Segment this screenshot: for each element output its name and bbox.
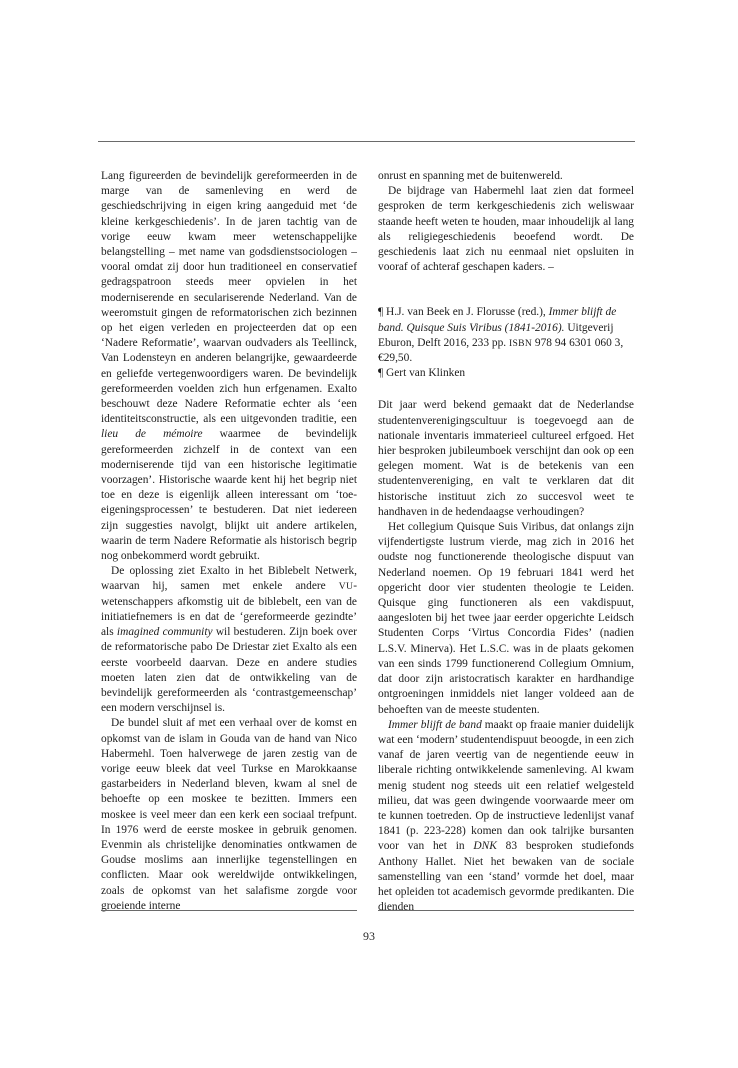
section-spacer (378, 275, 634, 305)
right-paragraph-2: De bijdrage van Habermehl laat zien dat formeel gesproken de term kerkgeschiedenis zich weliswaar staande heeft weten te houden, maar inhoudelijk al lang als religiegeschiedenis beoefend wordt. De geschiedenis laat zich nu eenmaal niet opsluiten in vooraf of achteraf geschapen kaders. – (378, 185, 634, 274)
right-bottom-rule (378, 910, 634, 911)
left-bottom-rule (101, 910, 357, 911)
right-paragraph-4: Het collegium Quisque Suis Viribus, dat onlangs zijn vijfendertigste lustrum vierde, mag zich in 2016 het oudste nog functionerende theologische dispuut van Nederland noemen. Op 19 februari 1841 werd het opgericht door vier studenten theologie te Leiden. Quisque ging functioneren als een vakdispuut, aangesloten bij het twee jaar eerder opgerichte Leidsch Studenten Corps ‘Virtus Concordia Fides’ (nadien L.S.V. Minerva). Het L.S.C. was in de plaats gekomen van een sinds 1799 functionerend Collegium Omnium, dat door zijn aristocratisch karakter en hardhandige ontgroeningen inmiddels niet langer voldeed aan de behoeften van de meeste studenten. (378, 521, 634, 716)
book-reference: ¶ H.J. van Beek en J. Florusse (red.), Immer blijft de band. Quisque Suis Viribus (1841-2016). Uitgeverij Eburon, Delft 2016, 233 pp. ISBN 978 94 6301 060 3, €29,50. (378, 306, 624, 365)
left-paragraph-1: Lang figureerden de bevindelijk gereformeerden in de marge van de samenleving en werd de geschiedschrijving in eigen kring aangeduid met ‘de kleine kerkgeschiedenis’. In de jaren tachtig van de vorige eeuw kwam meer wetenschappelijke belangstelling – met name van godsdienstsociologen – vooral omdat zij door hun traditioneel en conservatief gedragspatroon steeds meer opvielen in het moderniserende en seculariserende Nederland. Van de weeromstuit gingen de reformatorischen zich bezinnen op het eigen verleden en projecteerden dat op een ‘Nadere Reformatie’, waarvan oudvaders als Teellinck, Van Lodensteyn en anderen belangrijke, gewaardeerde en geliefde vertegenwoordigers waren. De bevindelijk gereformeerden voelden zich hun erfgenamen. Exalto beschouwt deze Nadere Reformatie echter als ‘een identiteitsconstructie, als een uitgevonden traditie, een lieu de mémoire waarmee de bevindelijk gereformeerden zichzelf in de context van een moderniserende tijd van een historische legitimatie voorzagen’. Historische waarde kent hij het begrip niet toe en deze is eigenlijk alleen interessant om ‘toe-eigeningsprocessen’ te bestuderen. Dat niet iedereen zijn suggesties navolgt, blijkt uit andere artikelen, waarin de term Nadere Reformatie als historisch begrip nog onbekommerd wordt gebruikt. (101, 170, 357, 563)
page-number: 93 (363, 929, 375, 943)
right-column (378, 169, 634, 915)
top-rule (98, 141, 635, 142)
right-paragraph-1: onrust en spanning met de buitenwereld. (378, 170, 563, 182)
section-spacer (378, 381, 634, 398)
right-paragraph-5: Immer blijft de band maakt op fraaie manier duidelijk wat een ‘modern’ studentendispuut beoogde, in een zich vanaf de jaren veertig van de negentiende eeuw in liberale richting ontwikkelende samenleving. Al kwam menig student nog steeds uit een relatief welgesteld milieu, dat was geen dwingende voorwaarde meer om te kunnen toetreden. Op de instructieve ledenlijst vanaf 1841 (p. 223-228) komen dan ook talrijke bursanten voor van het in DNK 83 besproken studiefonds Anthony Hallet. Niet het bewaken van de sociale samenstelling van een ‘stand’ vormde het doel, maar het opleiden tot academisch gevormde predikanten. Die dienden (378, 718, 635, 914)
reviewer-name: ¶ Gert van Klinken (378, 367, 466, 380)
left-column (101, 169, 357, 914)
bibliographic-entry (378, 305, 634, 381)
left-paragraph-3: De bundel sluit af met een verhaal over de komst en opkomst van de islam in Gouda van de hand van Nico Habermehl. Toen halverwege de jaren zestig van de vorige eeuw bleek dat veel Turkse en Marokkaanse gastarbeiders in Nederland bleven, kwam al snel de behoefte op een moskee te bezitten. Immers een moskee is veel meer dan een kerk een sociaal trefpunt. In 1976 werd de eerste moskee in gebruik genomen. Evenmin als christelijke denominaties ontkwamen de Goudse moslims aan innerlijke tegenstellingen en conflicten. Maar ook wereldwijde ontwikkelingen, zoals de opkomst van het salafisme zorgde voor groeiende interne (101, 717, 357, 912)
left-paragraph-2: De oplossing ziet Exalto in het Biblebelt Netwerk, waarvan hij, samen met enkele andere VU-wetenschappers afkomstig uit de biblebelt, een van de initiatiefnemers is en dat de ‘gereformeerde gezindte’ als imagined community wil bestuderen. Zijn boek over de reformatorische pabo De Driestar ziet Exalto als een eerste voorbeeld daarvan. Deze en andere studies moeten laten zien dat de ontwikkeling van de bevindelijk gereformeerden als ‘contrastgemeenschap’ een modern verschijnsel is. (101, 565, 357, 715)
right-paragraph-3: Dit jaar werd bekend gemaakt dat de Nederlandse studentenverenigingscultuur is toegevoegd aan de nationale inventaris immaterieel cultureel erfgoed. Het hier besproken jubileumboek verschijnt dan ook op een gelegen moment. Wat is de betekenis van een studentenvereniging, en valt te verklaren dat dit historische instituut zich zo succesvol weet te handhaven in de hedendaagse verhoudingen? (378, 399, 634, 518)
